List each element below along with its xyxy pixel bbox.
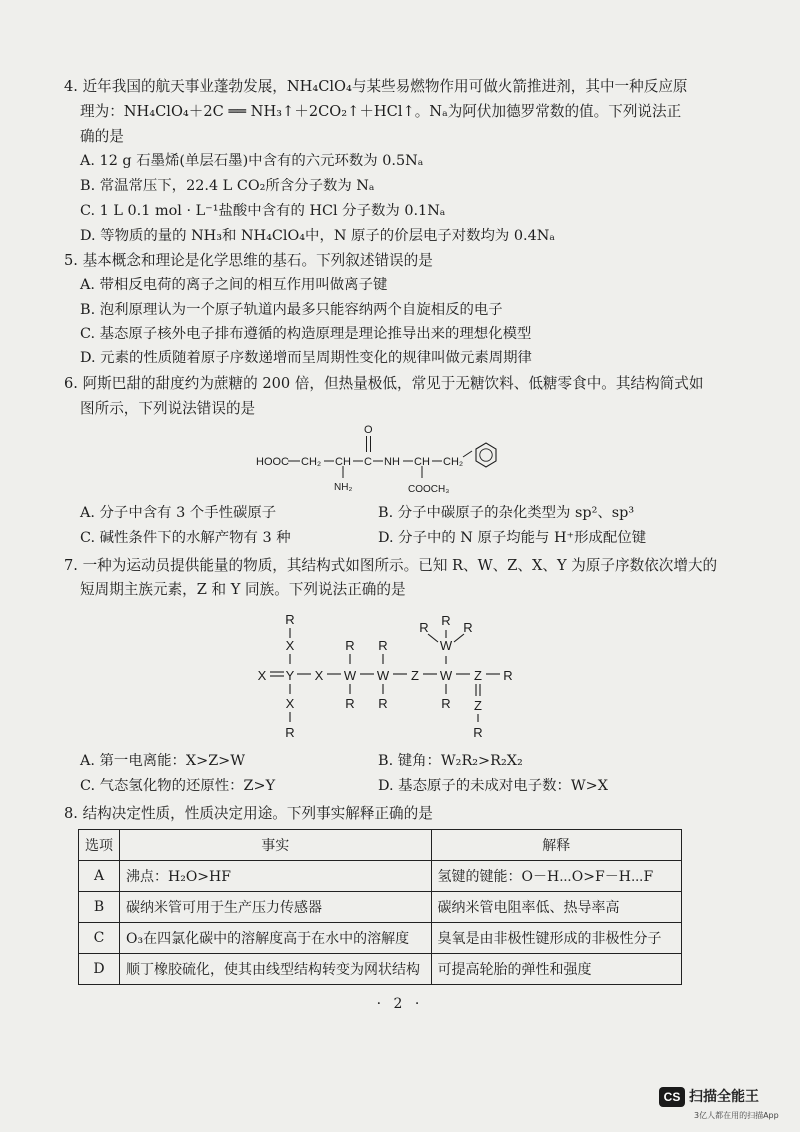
- q5-option-d: D. 元素的性质随着原子序数递增而呈周期性变化的规律叫做元素周期律: [80, 350, 532, 366]
- svg-text:X: X: [314, 668, 324, 683]
- benzene-ring: [476, 443, 496, 467]
- svg-text:X: X: [285, 638, 295, 653]
- svg-text:X: X: [257, 668, 267, 683]
- q6-option-d: D. 分子中的 N 原子均能与 H⁺形成配位键: [378, 530, 647, 546]
- svg-text:R: R: [285, 612, 295, 627]
- svg-text:Y: Y: [285, 668, 295, 683]
- svg-text:R: R: [345, 638, 355, 653]
- q6-stem-line2: 图所示，下列说法错误的是: [80, 400, 256, 417]
- aspartame-structure: [250, 422, 510, 504]
- mol-ch-1: CH: [335, 456, 351, 468]
- q5-option-a: A. 带相反电荷的离子之间的相互作用叫做离子键: [80, 277, 388, 293]
- q6-stem-line1: 6. 阿斯巴甜的甜度约为蔗糖的 200 倍，但热量极低，常见于无糖饮料、低糖零食中。其结构简式如: [64, 375, 704, 392]
- q7-stem-line2: 短周期主族元素，Z 和 Y 同族。下列说法正确的是: [80, 581, 406, 598]
- svg-text:R: R: [441, 696, 451, 711]
- header-option: 选项: [79, 830, 120, 861]
- camscanner-tagline: 3亿人都在用的扫描App: [694, 1111, 779, 1120]
- svg-text:Z: Z: [411, 668, 419, 683]
- svg-text:R: R: [503, 668, 513, 683]
- q5-option-c: C. 基态原子核外电子排布遵循的构造原理是理论推导出来的理想化模型: [80, 326, 532, 342]
- q4-stem-line2: 理为：NH₄ClO₄＋2C ══ NH₃↑＋2CO₂↑＋HCl↑。Nₐ为阿伏加德罗常数的值。下列说法正: [80, 103, 682, 120]
- q7-structure: [248, 600, 528, 750]
- q4-stem-line3: 确的是: [80, 128, 124, 145]
- mol-ch2-1: CH₂: [301, 456, 322, 468]
- mol-hooc: HOOC: [256, 456, 289, 468]
- svg-text:R: R: [463, 620, 473, 635]
- q4-stem-line1: 4. 近年我国的航天事业蓬勃发展，NH₄ClO₄与某些易燃物作用可做火箭推进剂，其中一种反应原: [64, 78, 688, 95]
- svg-text:R: R: [473, 725, 483, 740]
- q7-option-b: B. 键角：W₂R₂>R₂X₂: [378, 753, 523, 769]
- mol-cooch3: COOCH₃: [408, 484, 450, 495]
- q4-option-c: C. 1 L 0.1 mol · L⁻¹盐酸中含有的 HCl 分子数为 0.1Nₐ: [80, 203, 446, 219]
- row-d-explanation: 可提高轮胎的弹性和强度: [431, 954, 682, 985]
- svg-text:R: R: [378, 638, 388, 653]
- mol-oxygen: O: [364, 424, 373, 436]
- row-b-option: B: [79, 892, 120, 923]
- q4-option-b: B. 常温常压下，22.4 L CO₂所含分子数为 Nₐ: [80, 178, 375, 194]
- svg-text:W: W: [439, 668, 453, 683]
- q4-option-a: A. 12 g 石墨烯(单层石墨)中含有的六元环数为 0.5Nₐ: [80, 153, 424, 169]
- svg-text:R: R: [419, 620, 429, 635]
- q7-option-c: C. 气态氢化物的还原性：Z>Y: [80, 778, 276, 794]
- svg-text:X: X: [285, 696, 295, 711]
- row-a-explanation: 氢键的键能：O－H⋯O>F－H⋯F: [431, 861, 682, 892]
- header-fact: 事实: [120, 830, 432, 861]
- row-b-explanation: 碳纳米管电阻率低、热导率高: [431, 892, 682, 923]
- svg-text:R: R: [441, 613, 451, 628]
- q5-stem: 5. 基本概念和理论是化学思维的基石。下列叙述错误的是: [64, 252, 433, 269]
- svg-text:W: W: [343, 668, 357, 683]
- q4-option-d: D. 等物质的量的 NH₃和 NH₄ClO₄中，N 原子的价层电子对数均为 0.4Nₐ: [80, 228, 555, 244]
- row-c-fact: O₃在四氯化碳中的溶解度高于在水中的溶解度: [120, 923, 432, 954]
- q7-option-d: D. 基态原子的未成对电子数：W>X: [378, 778, 608, 794]
- row-d-option: D: [79, 954, 120, 985]
- row-d-fact: 顺丁橡胶硫化，使其由线型结构转变为网状结构: [120, 954, 432, 985]
- svg-text:R: R: [285, 725, 295, 740]
- q6-option-b: B. 分子中碳原子的杂化类型为 sp²、sp³: [378, 505, 635, 521]
- row-c-option: C: [79, 923, 120, 954]
- svg-text:W: W: [376, 668, 390, 683]
- row-a-option: A: [79, 861, 120, 892]
- svg-text:W: W: [439, 638, 453, 653]
- mol-ch-2: CH: [414, 456, 430, 468]
- q7-stem-line1: 7. 一种为运动员提供能量的物质，其结构式如图所示。已知 R、W、Z、X、Y 为原子序数依次增大的: [64, 557, 718, 574]
- table-row: [79, 861, 682, 892]
- camscanner-name: 扫描全能王: [689, 1089, 759, 1105]
- table-row: [79, 954, 682, 985]
- table-header-row: [79, 830, 682, 861]
- row-c-explanation: 臭氧是由非极性键形成的非极性分子: [431, 923, 682, 954]
- header-explanation: 解释: [431, 830, 682, 861]
- svg-text:Z: Z: [474, 668, 482, 683]
- camscanner-logo: CS: [659, 1087, 685, 1107]
- page-number: · 2 ·: [376, 996, 424, 1012]
- q7-option-a: A. 第一电离能：X>Z>W: [80, 753, 246, 769]
- svg-text:R: R: [378, 696, 388, 711]
- row-a-fact: 沸点：H₂O>HF: [120, 861, 432, 892]
- q5-option-b: B. 泡利原理认为一个原子轨道内最多只能容纳两个自旋相反的电子: [80, 302, 503, 318]
- q8-stem: 8. 结构决定性质，性质决定用途。下列事实解释正确的是: [64, 805, 433, 822]
- svg-text:Z: Z: [474, 698, 482, 713]
- row-b-fact: 碳纳米管可用于生产压力传感器: [120, 892, 432, 923]
- mol-carbonyl-c: C: [364, 456, 372, 468]
- q6-option-c: C. 碱性条件下的水解产物有 3 种: [80, 530, 291, 546]
- svg-text:R: R: [345, 696, 355, 711]
- mol-ch2-2: CH₂: [443, 456, 464, 468]
- q6-option-a: A. 分子中含有 3 个手性碳原子: [80, 505, 277, 521]
- table-row: [79, 892, 682, 923]
- mol-nh: NH: [384, 456, 400, 468]
- mol-nh2: NH₂: [334, 482, 353, 493]
- table-row: [79, 923, 682, 954]
- q8-table: [78, 829, 682, 985]
